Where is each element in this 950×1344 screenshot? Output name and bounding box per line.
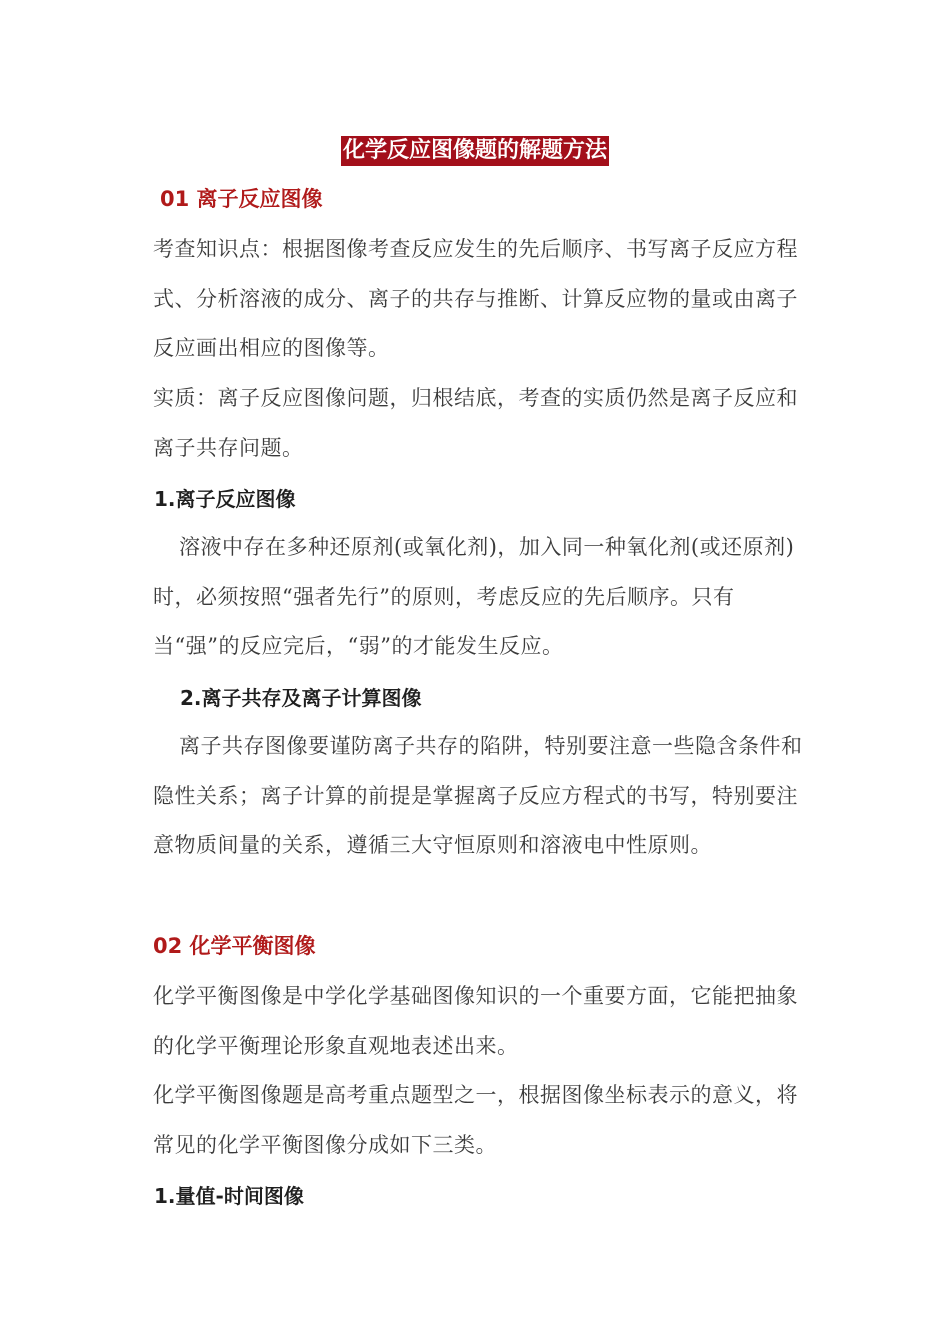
section1-sub2-heading: 2.离子共存及离子计算图像 [180, 686, 422, 710]
title-container [0, 136, 950, 166]
section1-sub1-text: 溶液中存在多种还原剂(或氧化剂)，加入同一种氧化剂(或还原剂)时，必须按照“强者先行”的原则，考虑反应的先后顺序。只有当“强”的反应完后，“弱”的才能发生反应。 [153, 535, 795, 658]
section2-heading: 02 化学平衡图像 [153, 934, 316, 958]
section1-paragraph-1: 考查知识点：根据图像考查反应发生的先后顺序、书写离子反应方程式、分析溶液的成分、离子的共存与推断、计算反应物的量或由离子反应画出相应的图像等。 [153, 237, 798, 360]
section2-paragraph-2: 化学平衡图像题是高考重点题型之一，根据图像坐标表示的意义，将常见的化学平衡图像分成如下三类。 [153, 1083, 798, 1157]
section1-heading: 01 离子反应图像 [160, 187, 323, 211]
document-title: 化学反应图像题的解题方法 [341, 136, 609, 166]
section2-sub1-heading: 1.量值-时间图像 [154, 1184, 304, 1208]
section2-paragraph-1: 化学平衡图像是中学化学基础图像知识的一个重要方面，它能把抽象的化学平衡理论形象直观地表述出来。 [153, 984, 798, 1058]
section1-sub2-text: 离子共存图像要谨防离子共存的陷阱，特别要注意一些隐含条件和隐性关系；离子计算的前提是掌握离子反应方程式的书写，特别要注意物质间量的关系，遵循三大守恒原则和溶液电中性原则。 [153, 734, 803, 857]
section1-paragraph-2: 实质：离子反应图像问题，归根结底，考查的实质仍然是离子反应和离子共存问题。 [153, 386, 798, 460]
section1-sub1-heading: 1.离子反应图像 [154, 487, 296, 511]
